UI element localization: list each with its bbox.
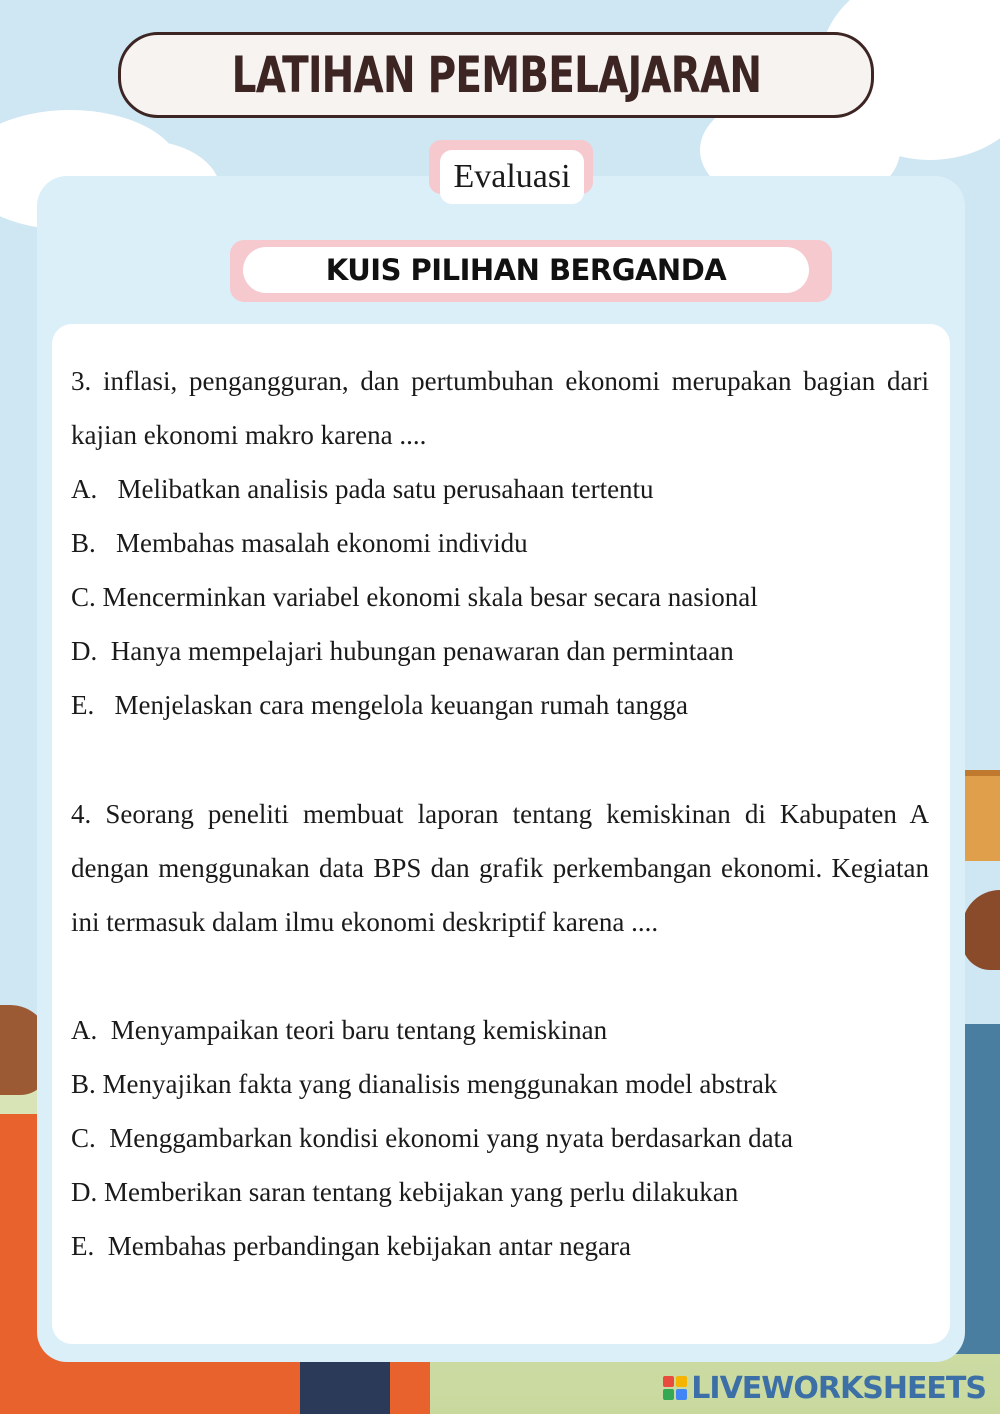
question-3-option-e[interactable]: E. Menjelaskan cara mengelola keuangan rumah tangga <box>71 690 688 720</box>
question-4-option-d[interactable]: D. Memberikan saran tentang kebijakan yang perlu dilakukan <box>71 1177 739 1207</box>
liveworksheets-watermark[interactable] <box>663 1370 986 1406</box>
page-title: LATIHAN PEMBELAJARAN <box>231 46 761 104</box>
question-3-option-a[interactable]: A. Melibatkan analisis pada satu perusahaan tertentu <box>71 474 654 504</box>
section-tab-label: Evaluasi <box>453 158 571 195</box>
logo-square <box>663 1376 674 1387</box>
question-4-option-c[interactable]: C. Menggambarkan kondisi ekonomi yang nyata berdasarkan data <box>71 1123 794 1153</box>
question-4-text: 4. Seorang peneliti membuat laporan tentang kemiskinan di Kabupaten A dengan menggunakan data BPS dan grafik perkembangan ekonomi. Kegiatan ini termasuk dalam ilmu ekonomi deskriptif karena .... <box>71 799 929 937</box>
section-tab <box>440 150 584 204</box>
question-3-option-c[interactable]: C. Mencerminkan variabel ekonomi skala besar secara nasional <box>71 582 758 612</box>
page-title-banner <box>118 32 874 118</box>
quiz-heading: KUIS PILIHAN BERGANDA <box>325 253 727 287</box>
background-character-right <box>962 890 1000 970</box>
quiz-heading-box <box>243 247 809 293</box>
question-4-option-e[interactable]: E. Membahas perbandingan kebijakan antar negara <box>71 1231 632 1261</box>
question-3-option-b[interactable]: B. Membahas masalah ekonomi individu <box>71 528 528 558</box>
logo-square <box>676 1389 687 1400</box>
logo-square <box>676 1376 687 1387</box>
background-shelf <box>960 770 1000 861</box>
liveworksheets-logo-icon <box>663 1376 687 1400</box>
watermark-brand: LIVEWORKSHEETS <box>691 1370 986 1406</box>
question-4-option-a[interactable]: A. Menyampaikan teori baru tentang kemiskinan <box>71 1015 608 1045</box>
question-4-option-b[interactable]: B. Menyajikan fakta yang dianalisis menggunakan model abstrak <box>71 1069 778 1099</box>
background-chair <box>300 1354 390 1414</box>
logo-square <box>663 1389 674 1400</box>
question-3-option-d[interactable]: D. Hanya mempelajari hubungan penawaran dan permintaan <box>71 636 734 666</box>
question-3-text: 3. inflasi, pengangguran, dan pertumbuhan ekonomi merupakan bagian dari kajian ekonomi makro karena .... <box>71 366 929 450</box>
